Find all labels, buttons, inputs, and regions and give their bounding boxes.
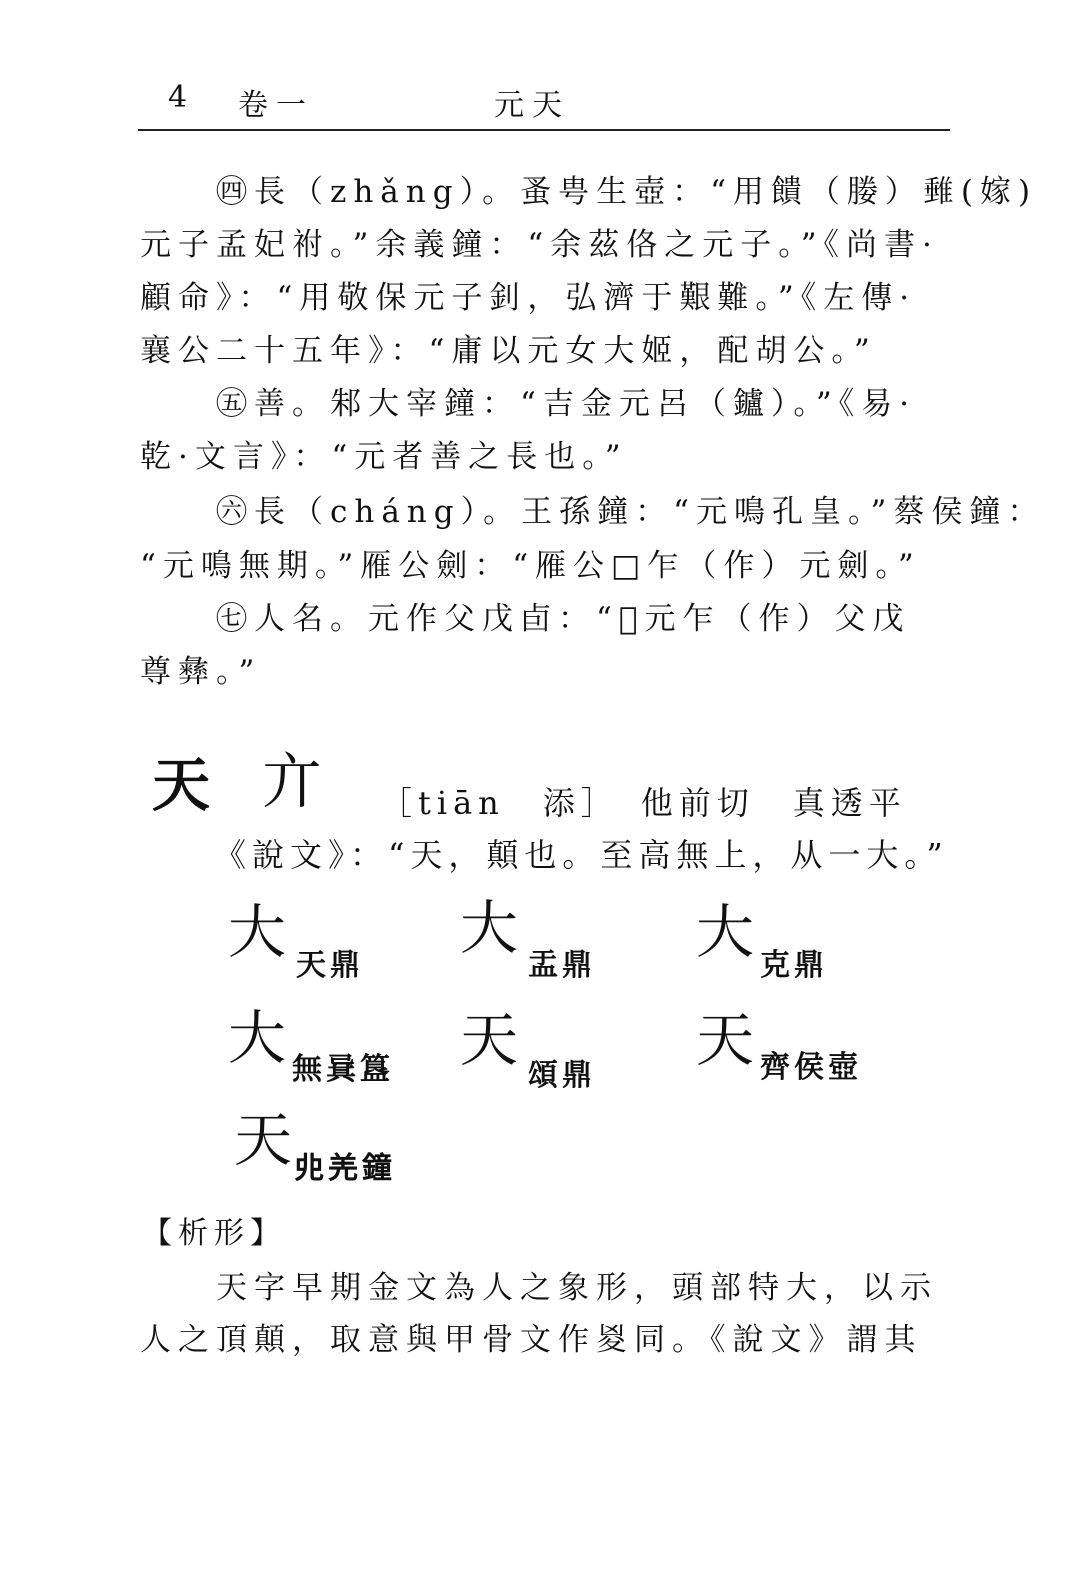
bronze-glyph: 天: [696, 1006, 755, 1074]
text-line: 尊彝。”: [140, 654, 262, 690]
text-line: ㊄善。邾大宰鐘：“吉金元呂（鑪）。”《易·: [216, 386, 917, 422]
pronunciation: ［tiān 添］ 他前切 真透平: [380, 784, 907, 822]
bronze-glyph: 天: [460, 1006, 519, 1074]
glyph-source: 無㠱簋: [292, 1052, 394, 1087]
glyph-source: 頌鼎: [528, 1058, 596, 1093]
text-line: 乾·文言》：“元者善之長也。”: [140, 439, 628, 475]
glyph-source: 盂鼎: [528, 948, 596, 983]
text-line: 襄公二十五年》：“庸以元女大姬，配胡公。”: [140, 333, 877, 369]
text-line: “元鳴無期。”雁公劍：“雁公□乍（作）元劍。”: [140, 548, 921, 584]
text-line: 元子孟妃祔。”余義鐘：“余茲佫之元子。”《尚書·: [140, 227, 939, 263]
text-line: ㊃長（zhǎng）。蚤甹生壺：“用饋（媵）𨿠(嫁): [216, 174, 1038, 210]
glyph-source: 𠑹羌鐘: [294, 1151, 396, 1186]
ancient-glyph: 亣: [262, 747, 322, 817]
shuowen-quote: 《說文》：“天，顛也。至高無上，从一大。”: [214, 836, 949, 874]
header-rule: [138, 129, 950, 131]
bronze-glyph: 天: [234, 1106, 293, 1174]
analysis-line: 人之頂顛，取意與甲骨文作㚇同。《說文》謂其: [140, 1322, 923, 1358]
glyph-source: 克鼎: [760, 948, 828, 983]
volume-label: 卷一: [238, 88, 314, 123]
bronze-glyph: 大: [228, 1004, 287, 1072]
text-line: ㊆人名。元作父戊卣：“𠃢元乍（作）父戊: [216, 601, 911, 637]
bronze-glyph: 大: [696, 898, 755, 966]
bronze-glyph: 大: [228, 898, 287, 966]
glyph-source: 天鼎: [296, 948, 364, 983]
running-title: 元天: [494, 88, 570, 123]
text-line: 顧命》：“用敬保元子釗，弘濟于艱難。”《左傳·: [140, 280, 917, 316]
text-line: ㊅長（cháng）。王孫鐘：“元鳴孔皇。”蔡侯鐘：: [216, 494, 1046, 530]
bronze-glyph: 大: [460, 894, 519, 962]
entry-head-character: 天: [152, 751, 211, 819]
analysis-line: 天字早期金文為人之象形，頭部特大，以示: [216, 1270, 938, 1306]
section-title: 【析形】: [142, 1216, 286, 1251]
page-number: 4: [168, 80, 196, 115]
glyph-source: 齊侯壺: [760, 1050, 862, 1085]
